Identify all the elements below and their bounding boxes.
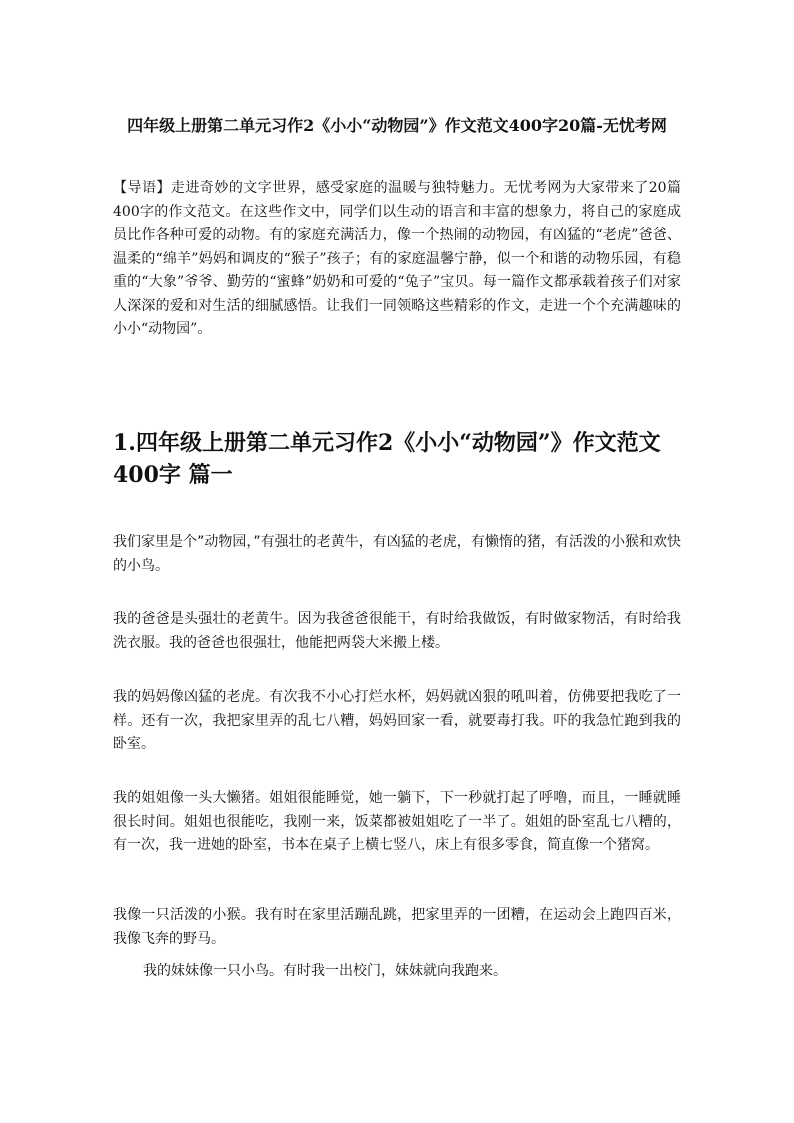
body-paragraph: 我们家里是个”动物园，”有强壮的老黄牛，有凶猛的老虎，有懒惰的猪，有活泼的小猴和欢快的小鸟。	[113, 534, 681, 574]
body-paragraph: 我的姐姐像一头大懒猪。姐姐很能睡觉，她一躺下，下一秒就打起了呼噜，而且，一睡就睡很长时间。姐姐也很能吃，我刚一来，饭菜都被姐姐吃了一半了。姐姐的卧室乱七八糟的，有一次，我一进她的卧室，书本在桌子上横七竖八，床上有很多零食，简直像一个猪窝。	[113, 790, 681, 853]
intro-paragraph: 【导语】走进奇妙的文字世界，感受家庭的温暖与独特魅力。无忧考网为大家带来了20篇400字的作文范文。在这些作文中，同学们以生动的语言和丰富的想象力，将自己的家庭成员比作各种可爱的动物。有的家庭充满活力，像一个热闹的动物园，有凶猛的“老虎”爸爸、温柔的“绵羊”妈妈和调皮的“猴子”孩子；有的家庭温馨宁静，似一个和谐的动物乐园，有稳重的“大象”爷爷、勤劳的“蜜蜂”奶奶和可爱的“兔子”宝贝。每一篇作文都承载着孩子们对家人深深的爱和对生活的细腻感悟。让我们一同领略这些精彩的作文，走进一个个充满趣味的小小“动物园”。	[113, 180, 681, 337]
section-heading: 1.四年级上册第二单元习作2《小小“动物园”》作文范文400字 篇一	[113, 430, 661, 488]
body-paragraph: 我的妈妈像凶猛的老虎。有次我不小心打烂水杯，妈妈就凶狠的吼叫着，仿佛要把我吃了一样。还有一次，我把家里弄的乱七八糟，妈妈回家一看，就要毒打我。吓的我急忙跑到我的卧室。	[113, 689, 681, 752]
document-title: 四年级上册第二单元习作2《小小“动物园”》作文范文400字20篇-无忧考网	[127, 116, 667, 135]
body-paragraph: 我的爸爸是头强壮的老黄牛。因为我爸爸很能干，有时给我做饭，有时做家物活，有时给我洗衣服。我的爸爸也很强壮，他能把两袋大米搬上楼。	[113, 611, 681, 651]
body-paragraph: 我的妹妹像一只小鸟。有时我一出校门，妹妹就向我跑来。	[143, 963, 507, 979]
body-paragraph: 我像一只活泼的小猴。我有时在家里活蹦乱跳，把家里弄的一团糟，在运动会上跑四百米，我像飞奔的野马。	[113, 907, 681, 947]
